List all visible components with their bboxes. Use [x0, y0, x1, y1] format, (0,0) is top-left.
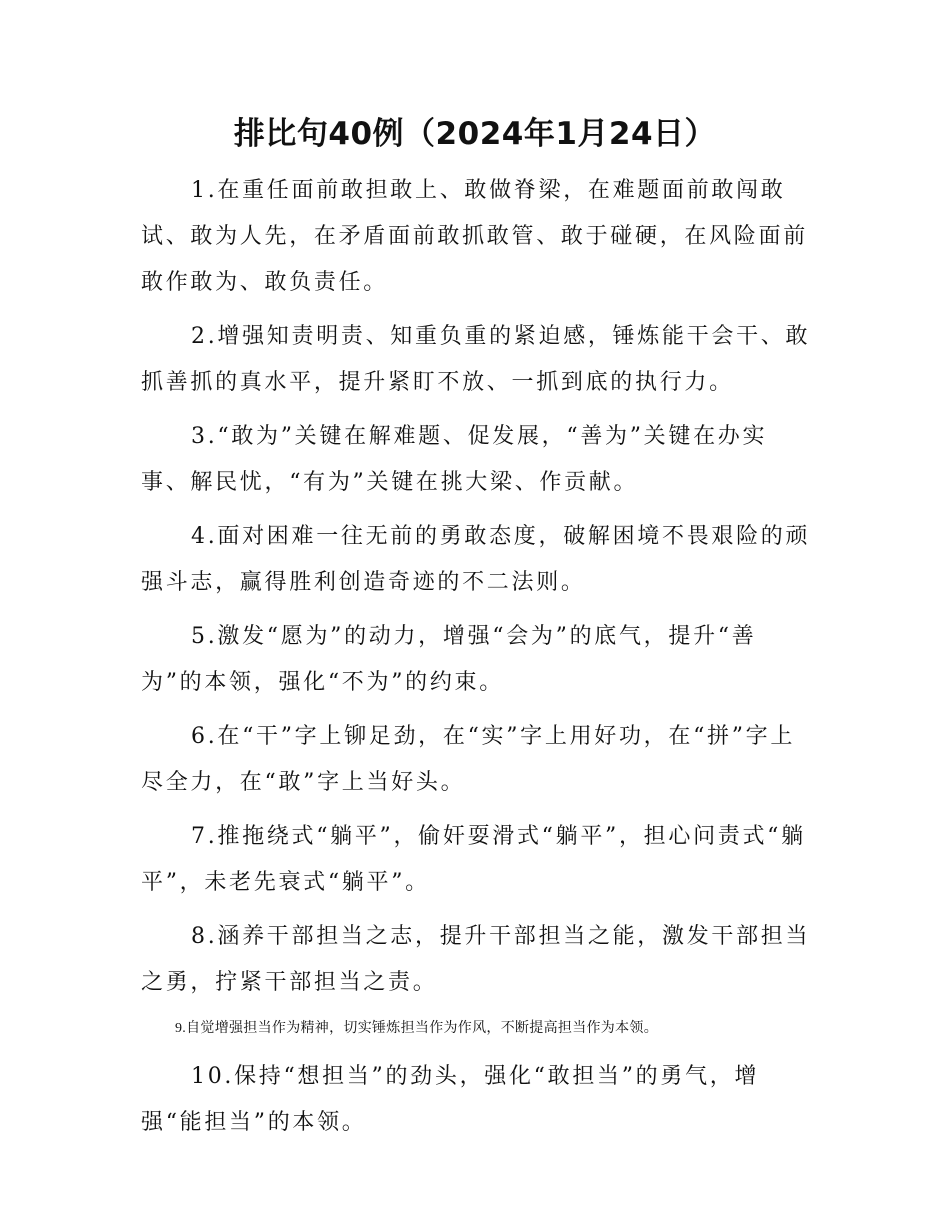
- paragraph-8: 8.涵养干部担当之志，提升干部担当之能，激发干部担当之勇，拧紧干部担当之责。: [141, 924, 811, 995]
- document-body: [141, 168, 813, 1154]
- paragraph-9: 9.自觉增强担当作为精神，切实锤炼担当作为作风，不断提高担当作为本领。: [175, 1021, 658, 1036]
- paragraph-2: 2.增强知责明责、知重负重的紧迫感，锤炼能干会干、敢抓善抓的真水平，提升紧盯不放、一抓到底的执行力。: [141, 324, 811, 395]
- document-title: 排比句40例（2024年1月24日）: [233, 116, 717, 152]
- paragraph-10: 10.保持“想担当”的劲头，强化“敢担当”的勇气，增强“能担当”的本领。: [141, 1064, 760, 1135]
- paragraph-5: 5.激发“愿为”的动力，增强“会为”的底气，提升“善为”的本领，强化“不为”的约束。: [141, 624, 757, 695]
- paragraph-7: 7.推拖绕式“躺平”，偷奸耍滑式“躺平”，担心问责式“躺平”，未老先衰式“躺平”。: [141, 824, 806, 895]
- paragraph-6: 6.在“干”字上铆足劲，在“实”字上用好功，在“拼”字上尽全力，在“敢”字上当好头。: [141, 724, 796, 795]
- paragraph-3: 3.“敢为”关键在解难题、促发展，“善为”关键在办实事、解民忧，“有为”关键在挑大梁、作贡献。: [141, 424, 768, 495]
- paragraph-1: 1.在重任面前敢担敢上、敢做脊梁，在难题面前敢闯敢试、敢为人先，在矛盾面前敢抓敢管、敢于碰硬，在风险面前敢作敢为、敢负责任。: [141, 178, 808, 295]
- paragraph-4: 4.面对困难一往无前的勇敢态度，破解困境不畏艰险的顽强斗志，赢得胜利创造奇迹的不二法则。: [141, 524, 811, 595]
